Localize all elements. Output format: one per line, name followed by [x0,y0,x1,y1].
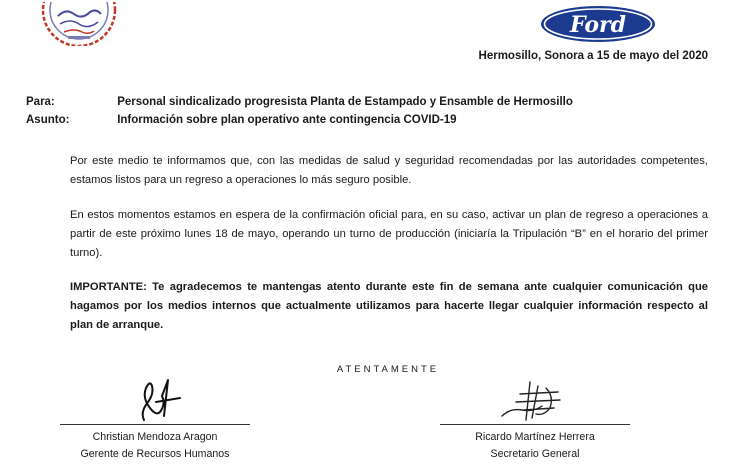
letter-date: Hermosillo, Sonora a 15 de mayo del 2020 [478,50,708,62]
handwritten-signature-left [110,372,200,424]
important-notice [70,278,708,335]
subject-row [26,114,457,126]
recipient-row [26,96,573,108]
signatory-title-left: Gerente de Recursos Humanos [80,448,230,460]
signature-line-right [440,424,630,425]
signatory-name-left: Christian Mendoza Aragon [92,431,218,443]
signature-line-left [60,424,250,425]
important-text: Te agradecemos te mantengas atento durante este fin de semana ante cualquier comunicación que hagamos por los medios internos que actualmente utilizamos para hacerte llegar cualquier información respecto al plan de arranque. [70,281,708,331]
handwritten-signature-right [480,372,590,424]
recipient-value: Personal sindicalizado progresista Planta de Estampado y Ensamble de Hermosillo [117,96,573,108]
subject-value: Información sobre plan operativo ante contingencia COVID-19 [117,114,457,126]
subject-label: Asunto: [26,114,70,126]
ford-logo [538,4,658,44]
important-label: IMPORTANTE: [70,281,147,293]
recipient-label: Para: [26,96,55,108]
signatory-name-right: Ricardo Martínez Herrera [475,431,595,443]
body-paragraph-2: En estos momentos estamos en espera de la confirmación oficial para, en su caso, activar un plan de regreso a operaciones a partir de este próximo lunes 18 de mayo, operando un turno de producción (iniciaría la Tripulación “B” en el horario del primer turno). [70,209,708,259]
signatory-title-right: Secretario General [490,448,580,460]
closing-salutation: ATENTAMENTE [336,364,440,375]
union-emblem-icon [38,2,120,46]
signature-block-left [50,372,260,460]
brand-logo-text: Ford [569,12,627,38]
signature-block-right [430,372,640,460]
body-paragraph-1: Por este medio te informamos que, con las medidas de salud y seguridad recomendadas por las autoridades competentes, estamos listos para un regreso a operaciones lo más seguro posible. [70,155,708,186]
